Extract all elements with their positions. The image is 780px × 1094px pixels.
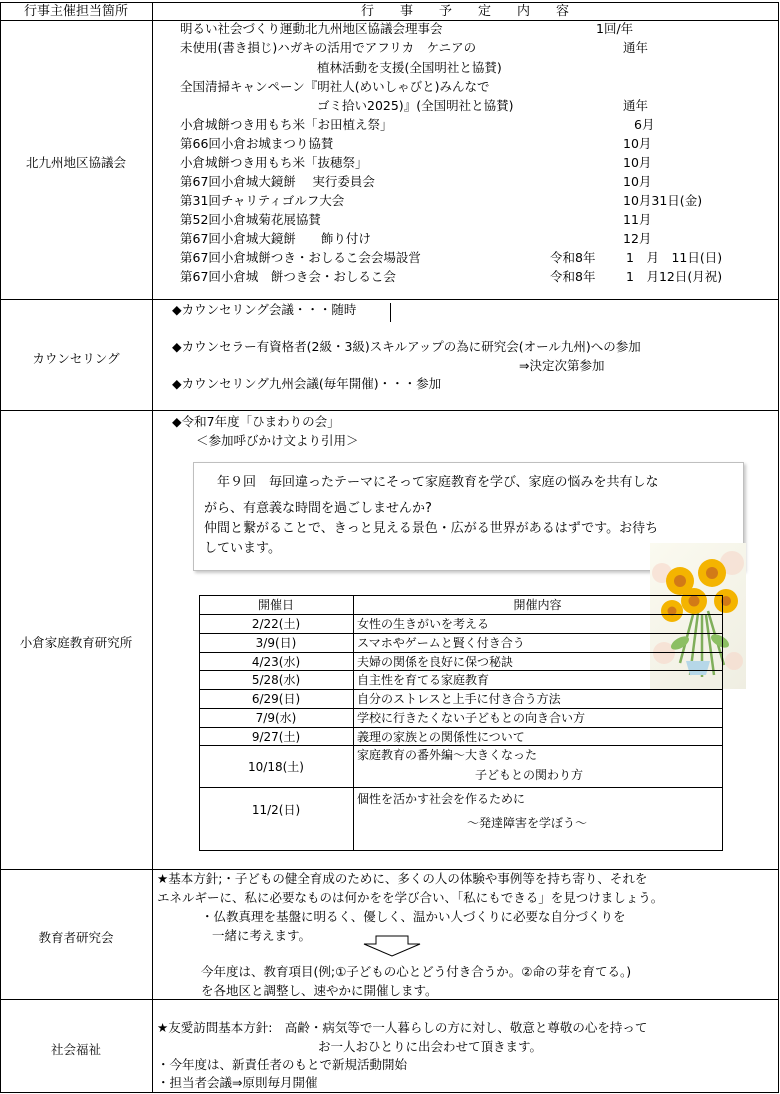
- event-era: 令和8年: [550, 269, 596, 284]
- counseling-line: ◆カウンセリング九州会議(毎年開催)・・・参加: [172, 376, 442, 391]
- grid-line: [0, 410, 779, 411]
- grid-line: [0, 1092, 779, 1093]
- event-text: 第67回小倉城餅つき・おしるこ会会場設営: [180, 250, 421, 265]
- event-when: 1 月12日(月祝): [626, 269, 723, 284]
- event-when: 6月: [634, 117, 655, 132]
- event-text: 第66回小倉お城まつり協賛: [180, 136, 334, 151]
- table-line: [199, 670, 723, 671]
- table-cell-date: 2/22(土): [251, 617, 301, 631]
- header-organizer: 行事主催担当箇所: [23, 4, 128, 19]
- table-cell-content: スマホやゲームと賢く付き合う: [357, 636, 525, 650]
- counseling-line: ◆カウンセリング会議・・・随時: [172, 302, 357, 317]
- table-line: [199, 652, 723, 653]
- event-text: 未使用(書き損じ)ハガキの活用でアフリカ ケニアの: [180, 40, 477, 55]
- grid-line: [0, 2, 779, 3]
- educators-line: 一緒に考えます。: [212, 928, 312, 943]
- counseling-line: ◆カウンセラー有資格者(2級・3級)スキルアップの為に研究会(オール九州)への参加: [172, 339, 641, 354]
- quote-line: がら、有意義な時間を過ごしませんか?: [204, 501, 432, 516]
- event-text: 第52回小倉城菊花展協賛: [180, 212, 321, 227]
- kokura-subtitle: ＜参加呼びかけ文より引用＞: [196, 433, 359, 448]
- grid-line: [152, 2, 153, 1093]
- event-text: 第67回小倉城大鏡餅 実行委員会: [180, 174, 375, 189]
- grid-line: [0, 999, 779, 1000]
- educators-line: 今年度は、教育項目(例;①子どもの心とどう付き合うか。②命の芽を育てる。): [201, 964, 632, 979]
- table-cell-date: 3/9(日): [255, 636, 297, 650]
- event-when: 10月: [623, 155, 652, 170]
- event-when: 12月: [623, 231, 652, 246]
- event-text: ゴミ拾い2025)』(全国明社と協賛): [317, 98, 514, 113]
- section-label-welfare: 社会福祉: [50, 1042, 101, 1057]
- table-cell-content-2: ～発達障害を学ぼう～: [467, 816, 588, 830]
- down-arrow-icon: [362, 935, 422, 957]
- table-line: [199, 689, 723, 690]
- table-line: [199, 745, 723, 746]
- table-cell-content-2: 子どもとの関わり方: [475, 768, 584, 782]
- table-cell-date: 11/2(日): [251, 803, 301, 817]
- educators-line: ・仏教真理を基盤に明るく、優しく、温かい人づくりに必要な自分づくりを: [201, 909, 626, 924]
- table-cell-content: 夫婦の関係を良好に保つ秘訣: [357, 655, 514, 669]
- table-line: [199, 850, 723, 851]
- table-line: [199, 787, 723, 788]
- quote-line: 年９回 毎回違ったテーマにそって家庭教育を学び、家庭の悩みを共有しな: [204, 475, 659, 490]
- educators-line: を各地区と調整し、速やかに開催します。: [201, 983, 438, 998]
- event-when: 1 月 11日(日): [626, 250, 723, 265]
- event-when: 通年: [623, 40, 649, 55]
- table-cell-date: 6/29(日): [251, 692, 301, 706]
- counseling-line: ⇒決定次第参加: [519, 358, 605, 373]
- kokura-title: ◆令和7年度「ひまわりの会」: [172, 414, 340, 429]
- event-when: 10月: [623, 136, 652, 151]
- table-cell-content: 家庭教育の番外編～大きくなった: [357, 748, 538, 762]
- table-line: [199, 595, 723, 596]
- event-text: 第67回小倉城 餅つき会・おしるこ会: [180, 269, 396, 284]
- table-cell-date: 5/28(水): [251, 673, 301, 687]
- welfare-line: ・担当者会議⇒原則毎月開催: [157, 1075, 318, 1090]
- section-label-counseling: カウンセリング: [32, 351, 120, 366]
- table-cell-content: 学校に行きたくない子どもとの向き合い方: [357, 711, 586, 725]
- table-header-content: 開催内容: [513, 598, 562, 612]
- grid-line: [778, 2, 779, 1093]
- table-line: [199, 614, 723, 615]
- welfare-line: ・今年度は、新責任者のもとで新規活動開始: [157, 1057, 408, 1072]
- table-line: [722, 595, 723, 851]
- table-cell-content: 個性を活かす社会を作るために: [357, 792, 526, 806]
- table-line: [199, 727, 723, 728]
- table-line: [353, 595, 354, 851]
- quote-line: 仲間と繋がることで、きっと見える景色・広がる世界があるはずです。お待ち: [204, 521, 659, 536]
- event-text: 小倉城餅つき用もち米「抜穂祭」: [180, 155, 368, 170]
- event-when: 10月31日(金): [623, 193, 703, 208]
- educators-line: ★基本方針;・子どもの健全育成のために、多くの人の体験や事例等を持ち寄り、それを: [157, 871, 648, 886]
- event-text: 小倉城餅つき用もち米「お田植え祭」: [180, 117, 393, 132]
- table-cell-content: 自分のストレスと上手に付き合う方法: [357, 692, 561, 706]
- table-cell-content: 義理の家族との関係性について: [357, 730, 525, 744]
- welfare-line: お一人おひとりに出会わせて頂きます。: [318, 1039, 543, 1054]
- event-when: 11月: [623, 212, 652, 227]
- event-text: 第31回チャリティゴルフ大会: [180, 193, 345, 208]
- event-when: 1回/年: [596, 21, 634, 36]
- quote-line: しています。: [204, 541, 281, 556]
- event-text: 第67回小倉城大鏡餅 飾り付け: [180, 231, 371, 246]
- table-cell-content: 女性の生きがいを考える: [357, 617, 490, 631]
- event-text: 明るい社会づくり運動北九州地区協議会理事会: [180, 21, 443, 36]
- table-cell-date: 7/9(水): [255, 711, 297, 725]
- table-cell-date: 4/23(水): [251, 655, 301, 669]
- section-label-educators: 教育者研究会: [38, 930, 114, 945]
- text-cursor: [390, 303, 391, 322]
- schedule-table: [199, 595, 723, 851]
- table-cell-content: 自主性を育てる家庭教育: [357, 673, 490, 687]
- section-label-kitakyushu: 北九州地区協議会: [25, 155, 126, 170]
- event-text: 全国清掃キャンペーン『明社人(めいしゃびと)みんなで: [180, 79, 490, 94]
- event-text: 植林活動を支援(全国明社と協賛): [317, 60, 502, 75]
- event-era: 令和8年: [550, 250, 596, 265]
- grid-line: [0, 299, 779, 300]
- grid-line: [0, 869, 779, 870]
- table-line: [199, 708, 723, 709]
- table-cell-date: 9/27(土): [251, 730, 301, 744]
- table-cell-date: 10/18(土): [248, 760, 304, 774]
- section-label-kokura: 小倉家庭教育研究所: [19, 635, 133, 650]
- event-when: 10月: [623, 174, 652, 189]
- table-line: [199, 633, 723, 634]
- table-header-date: 開催日: [257, 598, 294, 612]
- educators-line: エネルギーに、私に必要なものは何かをを学び合い、「私にもできる」を見つけましょう。: [157, 890, 664, 905]
- header-schedule: 行 事 予 定 内 容: [360, 4, 569, 19]
- welfare-line: ★友愛訪問基本方針: 高齢・病気等で一人暮らしの方に対し、敬意と尊敬の心を持って: [157, 1020, 648, 1035]
- event-when: 通年: [623, 98, 649, 113]
